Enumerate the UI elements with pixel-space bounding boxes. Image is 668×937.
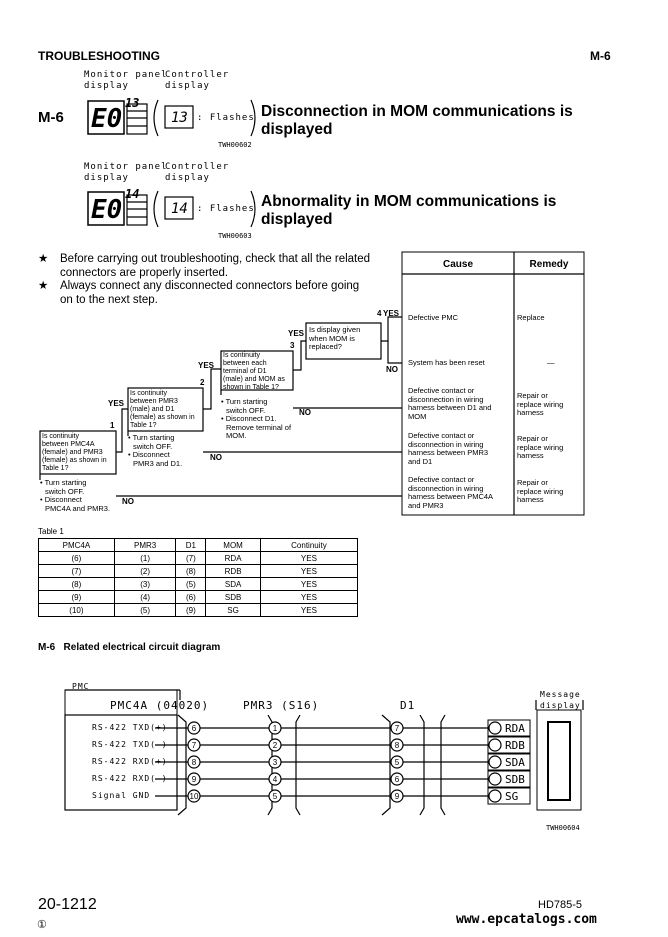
- d1-label: D1: [400, 699, 416, 712]
- d1-pin-1: [391, 722, 403, 734]
- table-row: (7) (2) (8) RDB YES: [39, 565, 358, 578]
- step1-num: 1: [110, 421, 115, 430]
- model-name: HD785-5: [538, 899, 583, 911]
- remedy-4: Repair or replace wiring harness: [517, 434, 564, 460]
- signal-label-1: RS-422 TXD(+): [92, 723, 168, 732]
- table-row: (9) (4) (6) SDB YES: [39, 591, 358, 604]
- svg-text:3: 3: [272, 758, 278, 767]
- svg-text:6: 6: [191, 724, 197, 733]
- svg-text:SDA: SDA: [505, 756, 525, 769]
- step2-num: 2: [200, 378, 205, 387]
- pmr3-pin-2: [269, 739, 281, 751]
- svg-text:5: 5: [394, 758, 400, 767]
- signal-label-4: RS-422 RXD(-): [92, 774, 168, 783]
- step4-question: Is display given when MOM is replaced?: [309, 325, 361, 351]
- yes-label-1: YES: [108, 399, 125, 408]
- note-1: ★ Before carrying out troubleshooting, check that all the related connectors are properly inserted.: [38, 253, 371, 279]
- star-icon: ★: [38, 280, 49, 292]
- pmr3-pin-3: [269, 756, 281, 768]
- svg-text:1: 1: [272, 724, 278, 733]
- no-label-4: NO: [386, 365, 398, 374]
- signal-label-5: Signal GND: [92, 791, 151, 800]
- step3-num: 3: [290, 341, 295, 350]
- svg-text:2: 2: [272, 741, 278, 750]
- step3-question: Is continuity between each terminal of D1 (male) and MOM as shown in Table 1?: [223, 352, 285, 391]
- svg-text:9: 9: [191, 775, 197, 784]
- svg-text:SG: SG: [505, 790, 519, 803]
- pmc-label: PMC: [72, 682, 90, 691]
- flashes-label-1: : Flashes: [197, 113, 255, 123]
- step2-question: Is continuity between PMR3 (male) and D1 (female) as shown in Table 1?: [130, 390, 195, 429]
- title-2: Abnormality in MOM communications is displayed: [261, 193, 557, 228]
- header-title: TROUBLESHOOTING: [38, 49, 160, 63]
- monitor-code-1: E0: [91, 104, 123, 134]
- remedy-1: Replace: [517, 313, 545, 322]
- cause-1: Defective PMC: [408, 313, 459, 322]
- svg-text:9: 9: [394, 792, 400, 801]
- svg-text:4: 4: [272, 775, 278, 784]
- cause-3: Defective contact or disconnection in wiring harness between D1 and MOM: [408, 386, 492, 421]
- d1-pin-2: [391, 739, 403, 751]
- cause-2: System has been reset: [408, 358, 485, 367]
- d1-pin-5: [391, 790, 403, 802]
- svg-text:SDB: SDB: [505, 773, 525, 786]
- pmc4a-pin-5: [188, 790, 200, 802]
- step1-pre: • Turn starting switch OFF. • Disconnect PMC4A and PMR3.: [40, 478, 111, 513]
- table1: [38, 538, 358, 617]
- page-number: 20-1212: [38, 896, 97, 913]
- note-2: ★ Always connect any disconnected connectors before going on to the next step.: [38, 280, 360, 306]
- cause-5: Defective contact or disconnection in wiring harness between PMC4A and PMR3: [408, 475, 494, 510]
- no-label-2: NO: [210, 453, 222, 462]
- mom-terminal-4: [488, 771, 530, 787]
- svg-text:5: 5: [272, 792, 278, 801]
- pmc4a-pin-4: [188, 773, 200, 785]
- table-row: (10) (5) (9) SG YES: [39, 604, 358, 617]
- pmc4a-label: PMC4A (04020): [110, 699, 210, 712]
- pmc4a-pin-2: [188, 739, 200, 751]
- table-row: (8) (3) (5) SDA YES: [39, 578, 358, 591]
- step1-question: Is continuity between PMC4A (female) and PMR3 (female) as shown in Table 1?: [42, 433, 107, 472]
- svg-text:8: 8: [394, 741, 400, 750]
- signal-label-3: RS-422 RXD(+): [92, 757, 168, 766]
- monitor-sub-1: 13: [125, 96, 140, 110]
- no-label-3: NO: [299, 408, 311, 417]
- svg-text:RDB: RDB: [505, 739, 525, 752]
- yes-label-3: YES: [288, 329, 305, 338]
- pmc4a-pin-1: [188, 722, 200, 734]
- monitor-sub-2: 14: [125, 187, 140, 201]
- section-code: M-6: [38, 109, 64, 126]
- flashes-label-2: : Flashes: [197, 204, 255, 214]
- pmc4a-pin-3: [188, 756, 200, 768]
- header-code: M-6: [590, 49, 611, 63]
- pmr3-pin-4: [269, 773, 281, 785]
- remedy-3: Repair or replace wiring harness: [517, 391, 564, 417]
- circuit-title: M-6 Related electrical circuit diagram: [38, 642, 221, 653]
- d1-pin-3: [391, 756, 403, 768]
- controller-code-1: 13: [171, 110, 188, 126]
- star-icon: ★: [38, 253, 49, 265]
- controller-label-1: Controller display: [165, 70, 230, 91]
- step3-pre: • Turn starting switch OFF. • Disconnect D1. Remove terminal of MOM.: [221, 397, 292, 440]
- step2-pre: • Turn starting switch OFF. • Disconnect PMR3 and D1.: [128, 433, 183, 468]
- svg-text:10: 10: [189, 792, 199, 801]
- mom-terminal-5: [488, 788, 530, 804]
- table1-caption: Table 1: [38, 527, 64, 536]
- mom-terminal-1: [488, 720, 530, 736]
- yes-label-4: YES: [383, 309, 400, 318]
- pmr3-pin-1: [269, 722, 281, 734]
- pmr3-label: PMR3 (S16): [243, 699, 320, 712]
- controller-code-2: 14: [171, 201, 188, 217]
- circuit-fig-label: TWH00604: [546, 824, 580, 832]
- revision-mark: ①: [37, 919, 47, 931]
- site-watermark: www.epcatalogs.com: [456, 912, 597, 927]
- remedy-5: Repair or replace wiring harness: [517, 478, 564, 504]
- svg-text:7: 7: [191, 741, 197, 750]
- svg-text:7: 7: [394, 724, 400, 733]
- fig-label-1: TWH00602: [218, 141, 252, 149]
- svg-text:6: 6: [394, 775, 400, 784]
- monitor-code-2: E0: [91, 195, 123, 225]
- cause-header: Cause: [442, 259, 473, 270]
- step4-num: 4: [377, 309, 382, 318]
- fig-label-2: TWH00603: [218, 232, 252, 240]
- svg-text:RDA: RDA: [505, 722, 525, 735]
- pmr3-pin-5: [269, 790, 281, 802]
- table-row: (6) (1) (7) RDA YES: [39, 552, 358, 565]
- d1-pin-4: [391, 773, 403, 785]
- monitor-label-2: Monitor panel display: [84, 162, 168, 183]
- remedy-header: Remedy: [529, 259, 569, 270]
- remedy-2: —: [547, 358, 555, 367]
- signal-label-2: RS-422 TXD(-): [92, 740, 168, 749]
- title-1: Disconnection in MOM communications is displayed: [261, 103, 573, 138]
- svg-text:8: 8: [191, 758, 197, 767]
- mom-terminal-2: [488, 737, 530, 753]
- monitor-label-1: Monitor panel display: [84, 70, 168, 91]
- no-label-1: NO: [122, 497, 134, 506]
- table-header-row: PMC4A PMR3 D1 MOM Continuity: [39, 539, 358, 552]
- mom-terminal-3: [488, 754, 530, 770]
- message-display-label: Message display: [540, 690, 581, 710]
- controller-label-2: Controller display: [165, 162, 230, 183]
- yes-label-2: YES: [198, 361, 215, 370]
- cause-4: Defective contact or disconnection in wiring harness between PMR3 and D1: [408, 431, 489, 466]
